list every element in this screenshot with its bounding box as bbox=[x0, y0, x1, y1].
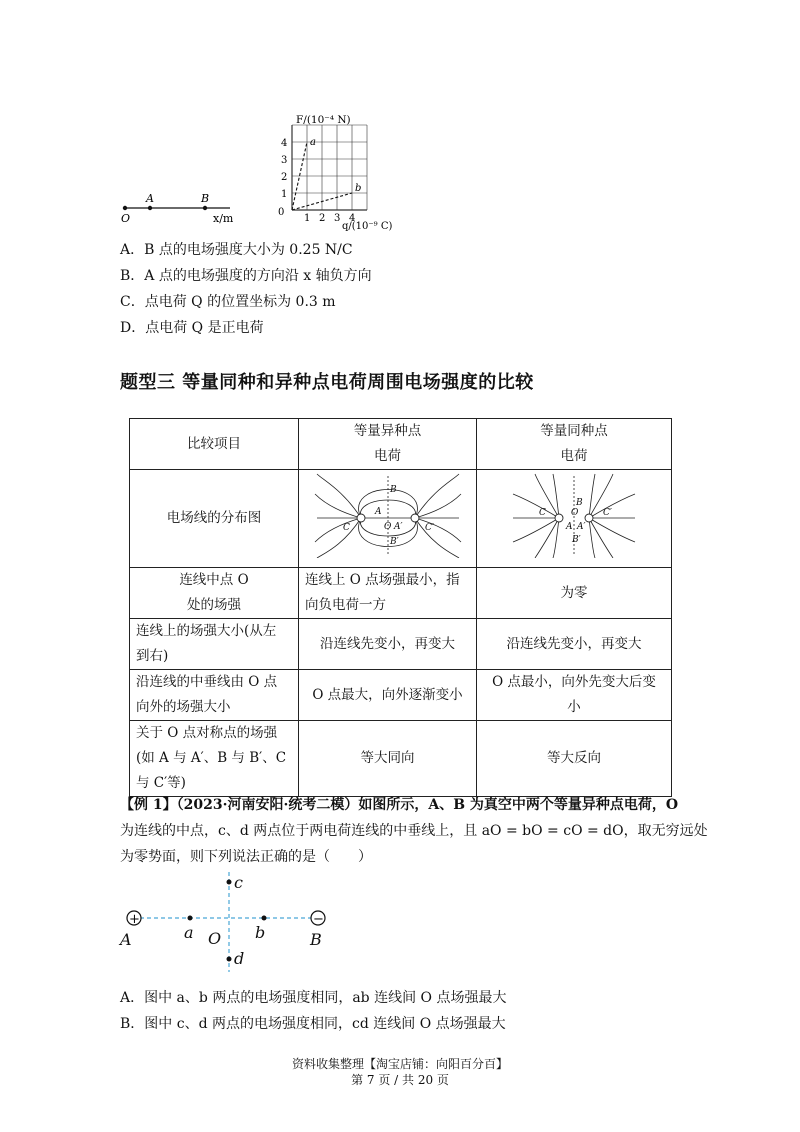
label-o: O bbox=[121, 212, 131, 225]
chart-origin-label: 0 bbox=[278, 207, 285, 218]
diagram-label: A′ bbox=[393, 522, 403, 532]
same-charges-diagram-cell bbox=[477, 470, 672, 568]
row-label bbox=[130, 670, 299, 721]
cell-text-line: 处的场强 bbox=[187, 597, 241, 613]
cell-text-line: 等大同向 bbox=[360, 750, 415, 766]
label-d: d bbox=[234, 949, 245, 968]
example-text-line2: 为连线的中点，c、d 两点位于两电荷连线的中垂线上，且 aO = bO = cO = dO，取无穷远处 bbox=[120, 823, 708, 839]
point-a bbox=[148, 206, 152, 210]
cell-same bbox=[477, 721, 672, 797]
example-figure bbox=[118, 868, 338, 978]
x-tick-label: 2 bbox=[319, 213, 326, 224]
comparison-table bbox=[129, 418, 672, 797]
label-a: A bbox=[146, 192, 154, 205]
option-b: B．A 点的电场强度的方向沿 x 轴负方向 bbox=[120, 268, 372, 284]
cell-text-line: 与 C′等) bbox=[136, 775, 186, 791]
row-label bbox=[130, 568, 299, 619]
left-charge bbox=[555, 514, 563, 522]
table-row bbox=[130, 721, 672, 797]
diagram-label: C′ bbox=[603, 508, 612, 518]
cell-text-line: 电荷 bbox=[374, 448, 401, 464]
option-d: D．点电荷 Q 是正电荷 bbox=[120, 320, 264, 336]
cell-text-line: O 点最小，向外先变大后变 bbox=[492, 674, 656, 690]
plus-sign: + bbox=[129, 912, 140, 927]
label-b-small: b bbox=[255, 923, 266, 942]
cell-text-line: 沿连线的中垂线由 O 点 bbox=[136, 674, 278, 690]
force-charge-chart bbox=[278, 112, 408, 234]
header-opposite bbox=[299, 419, 477, 470]
header-item bbox=[130, 419, 299, 470]
diagram-label: A bbox=[566, 522, 573, 532]
right-charge bbox=[585, 514, 593, 522]
row-label bbox=[130, 619, 299, 670]
footer-source: 资料收集整理【淘宝店铺：向阳百分百】 bbox=[291, 1057, 508, 1071]
option-a: A．B 点的电场强度大小为 0.25 N/C bbox=[120, 242, 353, 258]
cell-text-line: 为零 bbox=[560, 584, 588, 601]
point-a-small bbox=[188, 916, 193, 921]
point-b-small bbox=[262, 916, 267, 921]
label-O: O bbox=[208, 929, 222, 948]
cell-text-line: 到右) bbox=[136, 648, 169, 664]
table-row bbox=[130, 670, 672, 721]
cell-text-line: 小 bbox=[567, 699, 581, 715]
positive-charge bbox=[357, 514, 365, 522]
label-x-unit: x/m bbox=[213, 212, 234, 225]
cell-text-line: 连线上 O 点场强最小，指 bbox=[305, 572, 460, 588]
diagram-label: B bbox=[576, 498, 583, 508]
x-tick-label: 4 bbox=[349, 213, 356, 224]
diagram-label: A bbox=[374, 507, 381, 517]
opposite-charges-field-diagram bbox=[313, 470, 463, 558]
table-row bbox=[130, 619, 672, 670]
chart-ylabel: F/(10⁻⁴ N) bbox=[296, 114, 351, 126]
cell-text-line: O 点最大，向外逐渐变小 bbox=[312, 686, 463, 703]
cell-text-line: 关于 O 点对称点的场强 bbox=[136, 725, 278, 741]
cell-opposite bbox=[299, 568, 477, 619]
cell-text-line: 比较项目 bbox=[187, 435, 241, 452]
cell-same bbox=[477, 568, 672, 619]
point-b bbox=[203, 206, 207, 210]
y-tick-label: 1 bbox=[281, 189, 288, 200]
header-same bbox=[477, 419, 672, 470]
series-label-a: a bbox=[310, 137, 316, 148]
origin-point bbox=[123, 206, 127, 210]
cell-same bbox=[477, 670, 672, 721]
point-d bbox=[227, 957, 232, 962]
diagram-label: C′ bbox=[424, 523, 434, 533]
cell-text-line: 连线上的场强大小(从左 bbox=[136, 623, 277, 639]
label-a-small: a bbox=[184, 923, 194, 942]
diagram-label: C bbox=[539, 508, 546, 518]
example-option-a: A．图中 a、b 两点的电场强度相同，ab 连线间 O 点场强最大 bbox=[120, 990, 507, 1006]
section-heading: 题型三 等量同种和异种点电荷周围电场强度的比较 bbox=[120, 372, 534, 393]
cell-text-line: 向负电荷一方 bbox=[305, 597, 386, 613]
cell-text-line: 等大反向 bbox=[547, 750, 601, 766]
point-c bbox=[227, 880, 232, 885]
label-A: A bbox=[120, 930, 132, 949]
cell-text-line: 等量异种点 bbox=[353, 423, 422, 439]
diagram-label: C bbox=[342, 523, 350, 533]
diagram-label: B′ bbox=[572, 535, 581, 545]
cell-opposite bbox=[299, 721, 477, 797]
table-row-diagram bbox=[130, 470, 672, 568]
chart-xlabel: q/(10⁻⁹ C) bbox=[342, 221, 393, 232]
cell-text-line: 向外的场强大小 bbox=[136, 699, 231, 715]
diagram-label: O bbox=[383, 522, 391, 532]
y-tick-label: 4 bbox=[281, 138, 288, 149]
x-tick-label: 1 bbox=[304, 213, 311, 224]
cell-text-line: 电荷 bbox=[560, 448, 588, 464]
y-tick-label: 3 bbox=[281, 155, 288, 166]
label-c: c bbox=[234, 873, 243, 892]
cell-opposite bbox=[299, 619, 477, 670]
page-number: 第 7 页 / 共 20 页 bbox=[351, 1073, 449, 1087]
cell-text-line: (如 A 与 A′、B 与 B′、C bbox=[136, 750, 287, 766]
cell-same bbox=[477, 619, 672, 670]
table-row bbox=[130, 568, 672, 619]
same-charges-field-diagram bbox=[509, 470, 639, 558]
example-text-line1: 【例 1】（2023·河南安阳·统考二模）如图所示，A、B 为真空中两个等量异种点电荷，O bbox=[120, 797, 679, 813]
label-B: B bbox=[310, 930, 322, 949]
option-c: C．点电荷 Q 的位置坐标为 0.3 m bbox=[120, 294, 336, 310]
cell-text-line: 连线中点 O bbox=[179, 572, 249, 588]
cell-text-line: 等量同种点 bbox=[540, 423, 608, 439]
row-label bbox=[130, 721, 299, 797]
cell-opposite bbox=[299, 670, 477, 721]
negative-charge bbox=[411, 514, 419, 522]
row-label-diagram: 电场线的分布图 bbox=[130, 470, 299, 568]
position-axis-figure bbox=[115, 190, 245, 230]
diagram-label: A′ bbox=[577, 522, 586, 532]
diagram-label: B′ bbox=[389, 537, 399, 547]
minus-sign: − bbox=[313, 912, 324, 927]
diagram-label: B bbox=[389, 485, 397, 495]
table-header-row bbox=[130, 419, 672, 470]
example-option-b: B．图中 c、d 两点的电场强度相同，cd 连线间 O 点场强最大 bbox=[120, 1016, 506, 1032]
y-tick-label: 2 bbox=[281, 172, 288, 183]
x-tick-label: 3 bbox=[334, 213, 341, 224]
diagram-label: O bbox=[571, 508, 579, 518]
label-b: B bbox=[201, 192, 210, 205]
example-text-line3: 为零势面，则下列说法正确的是（ ） bbox=[120, 849, 372, 865]
cell-text-line: 沿连线先变小，再变大 bbox=[320, 635, 455, 652]
cell-text-line: 沿连线先变小，再变大 bbox=[506, 635, 642, 652]
opposite-charges-diagram-cell bbox=[299, 470, 477, 568]
series-label-b: b bbox=[355, 183, 362, 194]
